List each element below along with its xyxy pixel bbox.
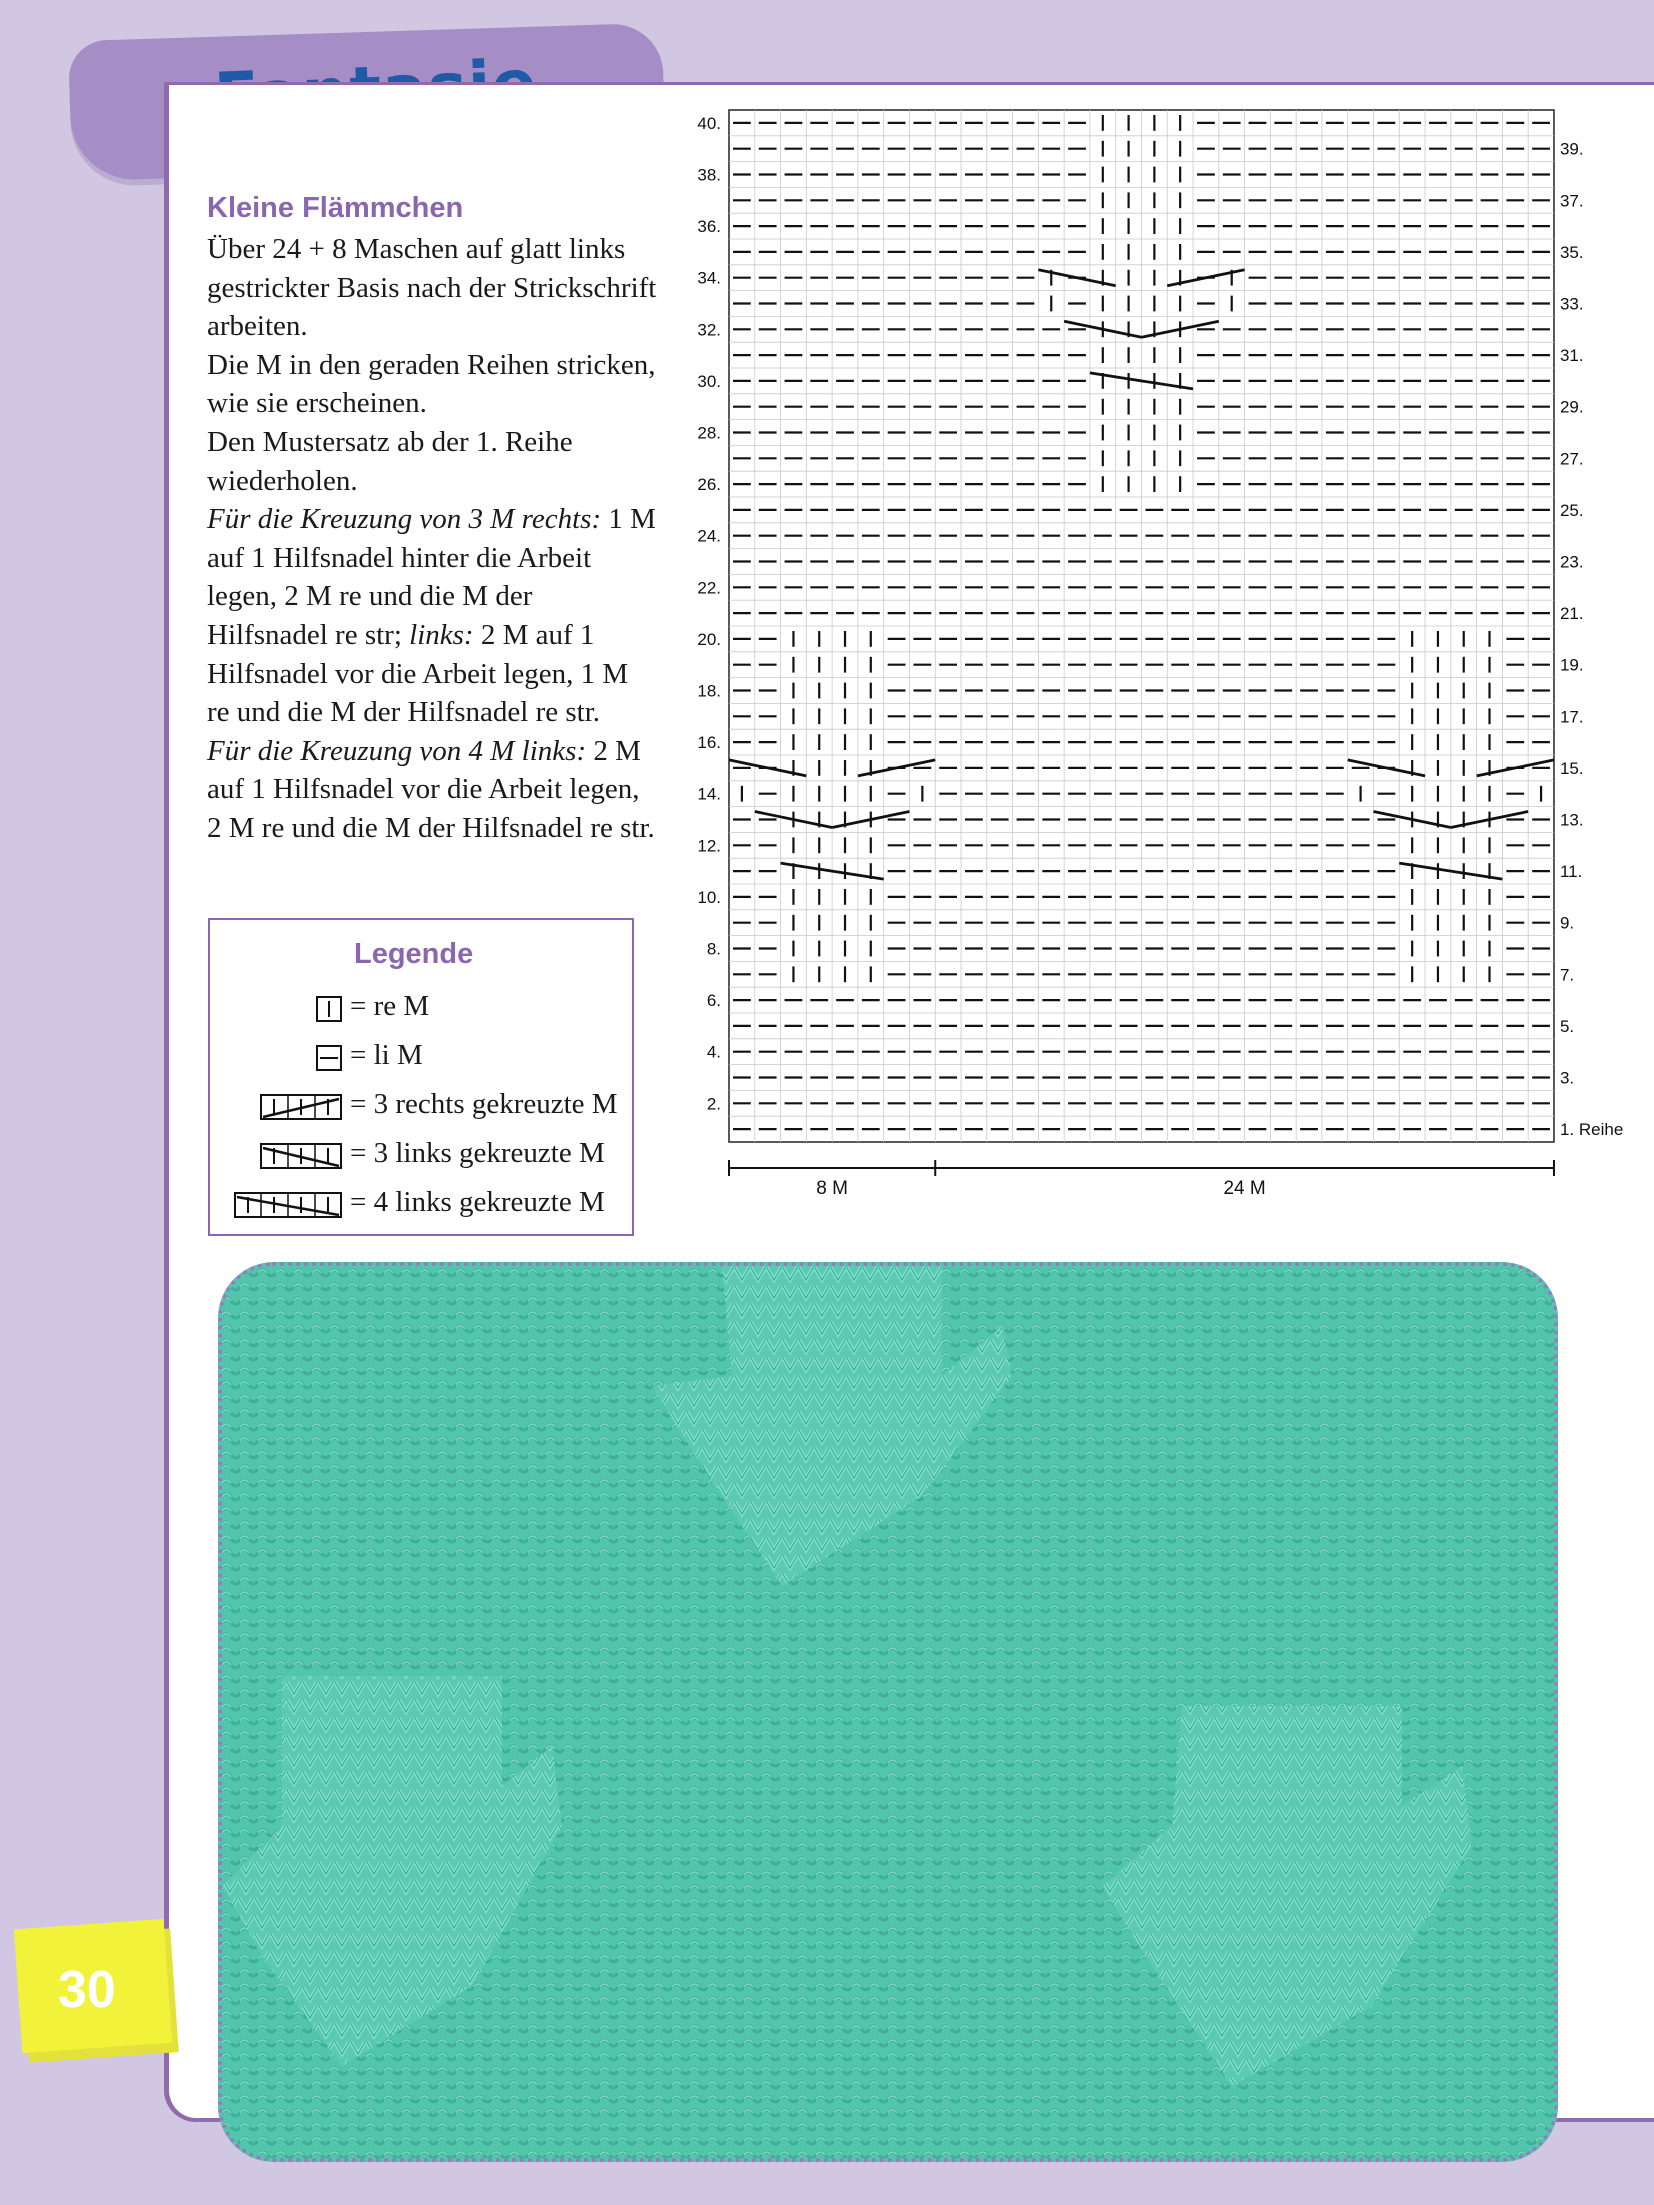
left-row-label: 16. (697, 733, 721, 753)
right-row-label: 33. (1559, 294, 1584, 314)
legend-cross3-left-text: = 3 links gekreuzte M (350, 1137, 605, 1169)
cross3-links-label: links: (409, 618, 474, 651)
knit-texture (222, 1266, 1558, 2162)
left-row-label: 36. (697, 217, 721, 237)
right-row-label: 39. (1559, 139, 1584, 159)
legend-cross3-right-text: = 3 rechts gekreuzte M (350, 1088, 618, 1120)
right-row-label: 35. (1559, 242, 1584, 262)
legend-title: Legende (354, 938, 474, 970)
right-row-label: 9. (1559, 913, 1575, 933)
right-row-label: 23. (1559, 552, 1584, 572)
cross3-label: Für die Kreuzung von 3 M rechts: (207, 503, 602, 536)
right-row-label: 17. (1559, 707, 1584, 727)
left-row-label: 32. (697, 320, 721, 340)
right-row-label: 7. (1559, 965, 1575, 985)
left-row-label: 18. (697, 681, 721, 701)
chart-repeat-scale (729, 1160, 1554, 1199)
chart-grid (729, 110, 1554, 1142)
right-row-label: 1. Reihe (1559, 1120, 1624, 1140)
left-row-label: 8. (706, 939, 721, 959)
right-row-label: 27. (1559, 449, 1584, 469)
left-row-label: 22. (697, 578, 721, 598)
right-row-label: 11. (1559, 862, 1583, 882)
right-row-label: 19. (1559, 655, 1584, 675)
left-row-label: 28. (697, 423, 721, 443)
right-row-label: 25. (1559, 500, 1584, 520)
right-row-label: 13. (1559, 810, 1584, 830)
instruction-2: Die M in den geraden Reihen stricken, wie sie erscheinen. (207, 348, 656, 420)
left-row-label: 6. (706, 991, 721, 1011)
cross4-text: 2 M auf 1 Hilfsnadel vor die Arbeit legen, 2 M re und die M der Hilfsnadel re str. (207, 734, 655, 844)
page-number: 30 (58, 1961, 116, 2019)
left-row-label: 10. (697, 887, 721, 907)
right-row-label: 37. (1559, 191, 1584, 211)
left-row-label: 26. (697, 475, 721, 495)
left-row-label: 20. (697, 629, 721, 649)
repeat-scale-label: 8 M (816, 1178, 848, 1199)
instruction-3: Den Mustersatz ab der 1. Reihe wiederholen. (207, 425, 573, 497)
legend-cross4-left-text: = 4 links gekreuzte M (350, 1186, 605, 1218)
right-row-label: 21. (1559, 604, 1584, 624)
right-row-label: 31. (1559, 346, 1584, 366)
cross3-text: 1 M auf 1 Hilfsnadel hinter die Arbeit legen, 2 M re und die M der Hilfsnadel re str; (207, 503, 656, 651)
legend-knit-text: = re M (350, 990, 430, 1022)
legend-purl-text: = li M (350, 1039, 423, 1071)
right-row-label: 29. (1559, 397, 1584, 417)
left-row-label: 38. (697, 165, 721, 185)
repeat-scale-label: 24 M (1223, 1178, 1266, 1199)
cross4-label: Für die Kreuzung von 4 M links: (207, 734, 587, 767)
right-row-label: 5. (1559, 1016, 1575, 1036)
right-row-label: 3. (1559, 1068, 1575, 1088)
left-row-label: 12. (697, 836, 721, 856)
left-row-label: 30. (697, 371, 721, 391)
knitted-sample-photo (218, 1262, 1558, 2162)
right-row-label: 15. (1559, 758, 1584, 778)
left-row-label: 14. (697, 784, 721, 804)
left-row-label: 34. (697, 268, 721, 288)
left-row-label: 2. (706, 1094, 721, 1114)
left-row-label: 4. (706, 1042, 721, 1062)
pattern-title: Kleine Flämmchen (207, 192, 464, 224)
instruction-1: Über 24 + 8 Maschen auf glatt links gestrickter Basis nach der Strickschrift arbeiten. (207, 233, 657, 343)
left-row-label: 40. (697, 113, 721, 133)
left-row-label: 24. (697, 526, 721, 546)
cross3-links-text: 2 M auf 1 Hilfsnadel vor die Arbeit legen, 1 M re und die M der Hilfsnadel re str. (207, 618, 629, 729)
